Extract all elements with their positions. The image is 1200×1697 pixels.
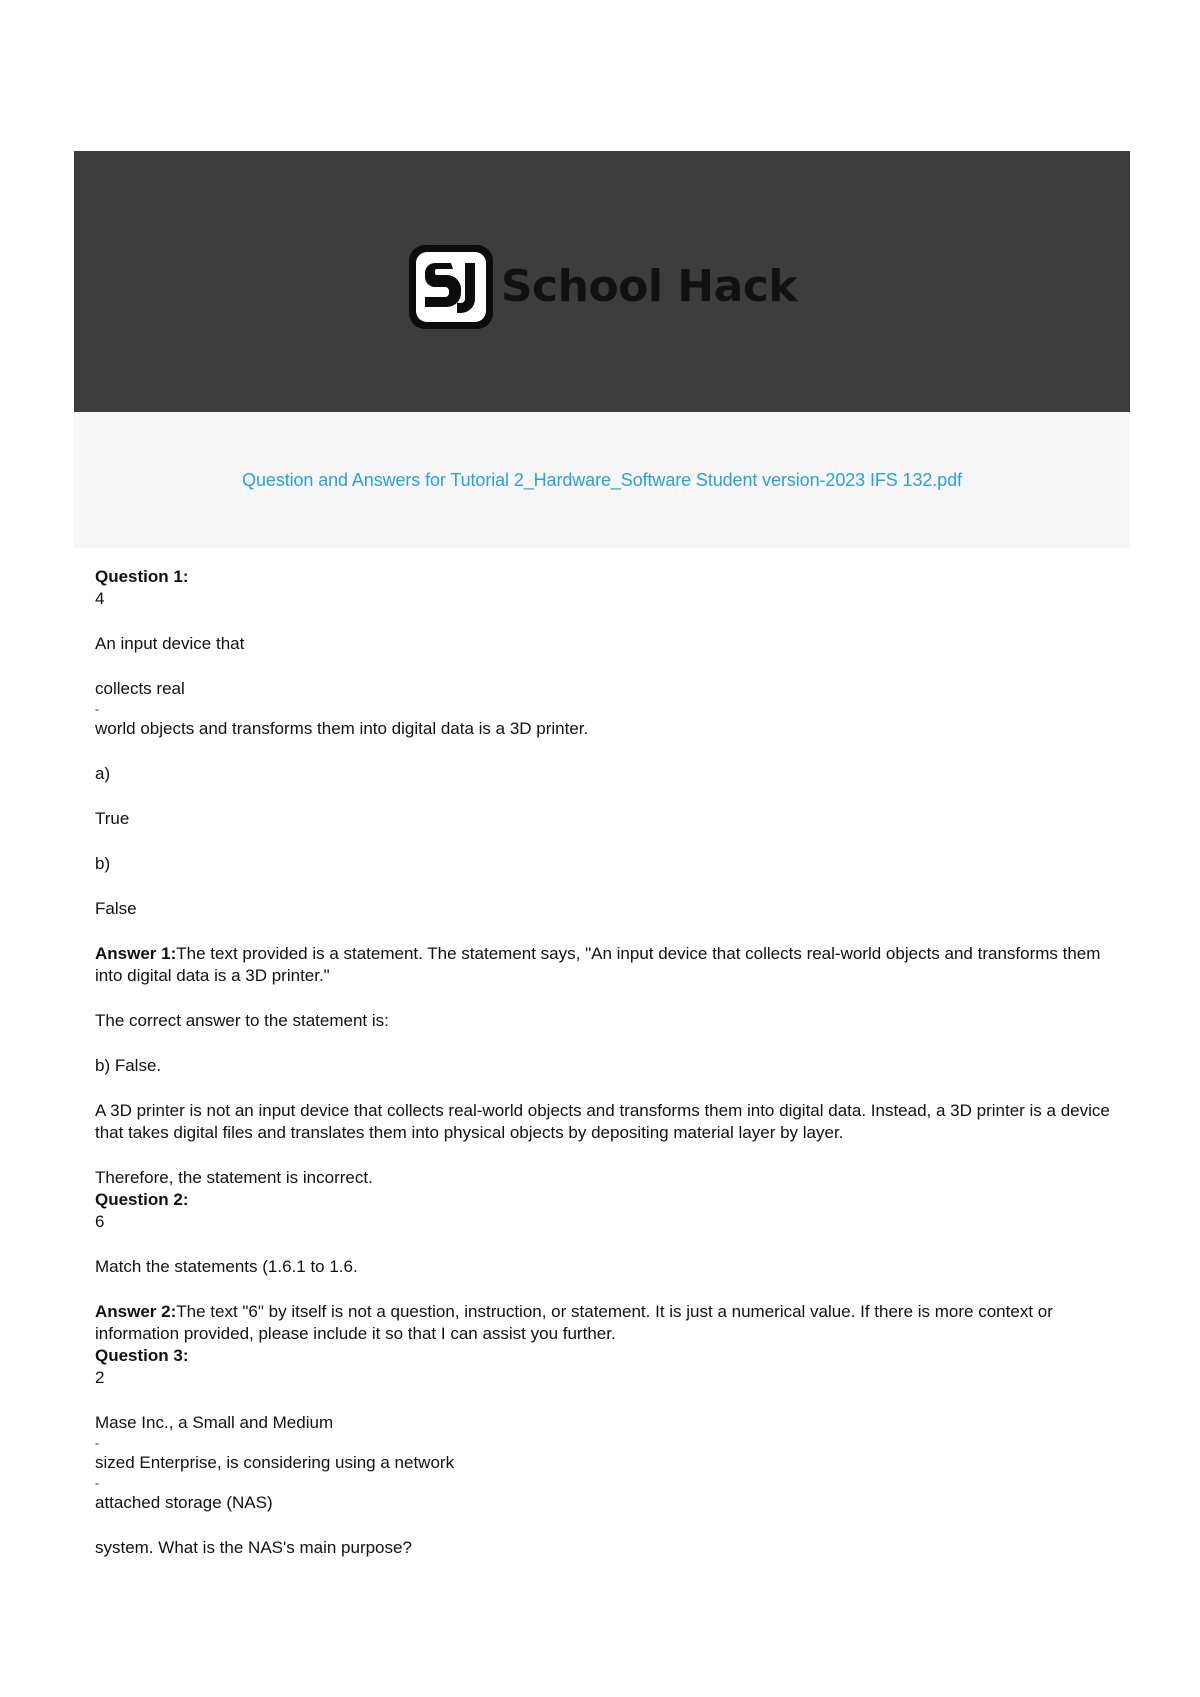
question-1-line: An input device that: [95, 634, 245, 653]
question-1-label: Question 1:: [95, 567, 189, 586]
answer-1-label: Answer 1:: [95, 944, 177, 963]
answer-2: [95, 1301, 1115, 1345]
question-3-dash: -: [95, 1476, 99, 1490]
question-1-dash: -: [95, 702, 99, 716]
question-3-line: sized Enterprise, is considering using a network: [95, 1453, 455, 1472]
document-title-link[interactable]: Question and Answers for Tutorial 2_Hardware_Software Student version-2023 IFS 132.pdf: [242, 469, 962, 490]
option-a-label: a): [95, 764, 111, 783]
question-2-label: Question 2:: [95, 1190, 189, 1209]
answer-1-explanation: A 3D printer is not an input device that collects real-world objects and transforms them into digital data. Instead, a 3D printer is a device that takes digital files and translates them into physical objects by depositing material layer by layer.: [95, 1101, 1110, 1142]
question-2-line: Match the statements (1.6.1 to 1.6.: [95, 1257, 358, 1276]
question-1-marks: 4: [95, 589, 105, 608]
document-title-band: [74, 412, 1130, 548]
answer-1: [95, 943, 1115, 987]
answer-1-correct: b) False.: [95, 1056, 162, 1075]
answer-1-correct-intro: The correct answer to the statement is:: [95, 1011, 389, 1030]
question-3-label: Question 3:: [95, 1346, 189, 1365]
document-content: [95, 566, 1115, 1559]
answer-1-text: The text provided is a statement. The statement says, "An input device that collects real-world objects and transforms them into digital data is a 3D printer.": [95, 944, 1101, 985]
option-b-label: b): [95, 854, 111, 873]
answer-2-text: The text "6" by itself is not a question, instruction, or statement. It is just a numerical value. If there is more context or information provided, please include it so that I can assist you further.: [95, 1302, 1053, 1343]
sh-logo-icon: [407, 243, 495, 331]
brand-logo[interactable]: [407, 243, 797, 331]
question-3-line: attached storage (NAS): [95, 1493, 273, 1512]
brand-name: School Hack: [500, 261, 798, 312]
answer-2-label: Answer 2:: [95, 1302, 177, 1321]
option-a-text: True: [95, 809, 130, 828]
answer-1-conclusion: Therefore, the statement is incorrect.: [95, 1168, 373, 1187]
question-2-marks: 6: [95, 1212, 105, 1231]
header-banner: [74, 151, 1130, 412]
question-3-line: system. What is the NAS's main purpose?: [95, 1538, 412, 1557]
question-3-marks: 2: [95, 1368, 105, 1387]
option-b-text: False: [95, 899, 137, 918]
question-1-line: collects real: [95, 679, 185, 698]
question-3-dash: -: [95, 1436, 99, 1450]
question-3-line: Mase Inc., a Small and Medium: [95, 1413, 334, 1432]
question-1-line: world objects and transforms them into digital data is a 3D printer.: [95, 719, 589, 738]
